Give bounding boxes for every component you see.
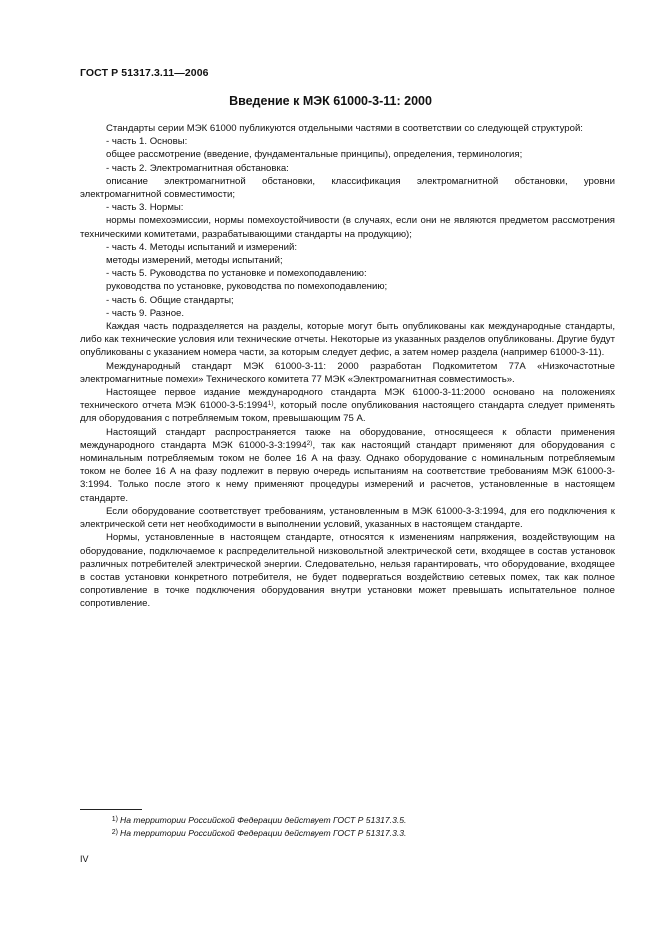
paragraph-text: , который после опубликования настоящего стандарта следует применять для оборудования с потребляемым током, превышающим 75 А. [80,400,615,425]
list-desc-part1: общее рассмотрение (введение, фундаментальные принципы), определения, терминология; [106,149,523,161]
footnote-ref-1: 1) [267,400,274,408]
footnote-ref-2: 2) [306,439,313,447]
paragraph-sections: Каждая часть подразделяется на разделы, которые могут быть опубликованы как международные стандарты, либо как технические условия или технические отчеты. Некоторые из указанных разделов опубликованы. Другие будут опубликованы с указанием номера части, за которым следует дефис, а затем номер раздела (например 61000-3-11). [80,321,615,359]
paragraph-developer: Международный стандарт МЭК 61000-3-11: 2000 разработан Подкомитетом 77А «Низкочастотные электромагнитные помехи» Технического комитета 77 МЭК «Электромагнитная совместимость». [80,360,615,385]
paragraph-text: Настоящий стандарт распространяется также на оборудование, относящееся к области применения международного стандарта МЭК 61000-3-3:1994 [80,426,615,451]
list-desc-part2: описание электромагнитной обстановки, классификация электромагнитной обстановки, уровни электромагнитной совместимости; [80,175,615,201]
footnote-number: 1) [111,816,118,823]
footnote-text: На территории Российской Федерации действует ГОСТ Р 51317.3.5. [120,815,407,825]
paragraph-text: , так как настоящий стандарт применяют для оборудования с номинальным потребляемым током не более 16 А на фазу. Однако оборудование с номинальным потребляемым током не более 16 А на фазу подлежит в первую очередь испытаниям на соответствие требованиям МЭК 61000-3-3:1994. Только после этого к нему применяют процедуры измерений и расчетов, установленные в настоящем стандарте. [80,439,616,504]
list-item-part9: - часть 9. Разное. [106,307,185,319]
footnote-1 [80,815,406,825]
list-item-part2: - часть 2. Электромагнитная обстановка: [106,162,289,174]
list-item-part4: - часть 4. Методы испытаний и измерений: [106,241,298,253]
list-item-part6: - часть 6. Общие стандарты; [106,294,234,306]
footnote-2 [80,828,406,838]
paragraph-compliance: Если оборудование соответствует требованиям, установленным в МЭК 61000-3-3:1994, для его подключения к электрической сети нет необходимости в выполнении условий, указанных в настоящем стандарте. [80,505,615,531]
paragraph-text: Настоящее первое издание международного стандарта МЭК 61000-3-11:2000 основано на положениях технического отчета МЭК 61000-3-5:1994 [80,387,615,412]
list-desc-part3: нормы помехоэмиссии, нормы помехоустойчивости (в случаях, если они не являются предметом рассмотрения техническими комитетами, разрабатывающими стандарты на продукцию); [80,215,615,240]
footnote-text: На территории Российской Федерации действует ГОСТ Р 51317.3.3. [120,828,407,838]
list-item-part1: - часть 1. Основы: [106,136,188,148]
body-text [80,122,615,611]
page-number: IV [80,854,89,864]
paragraph-first-edition [80,386,615,426]
footnote-divider [80,809,142,810]
footnote-number: 2) [111,829,118,836]
list-item-part3: - часть 3. Нормы: [106,202,184,214]
paragraph-intro: Стандарты серии МЭК 61000 публикуются отдельными частями в соответствии со следующей структурой: [106,123,583,134]
paragraph-limits: Нормы, установленные в настоящем стандарте, относятся к изменениям напряжения, воздействующим на оборудование, подключаемое к распределительной низковольтной электрической сети, входящее в состав установок различных потребителей электрической энергии. Следовательно, нельзя гарантировать, что оборудование, входящее в состав установки конкретного потребителя, не будет подвергаться воздействию сетевых помех, так как полное сопротивление в точке подключения оборудования внутри установки может превышать испытательное полное сопротивление. [80,532,615,610]
section-title: Введение к МЭК 61000-3-11: 2000 [229,94,432,108]
list-desc-part4: методы измерений, методы испытаний; [106,255,283,267]
paragraph-scope [80,426,615,505]
list-desc-part5: руководства по установке, руководства по помехоподавлению; [106,281,388,293]
document-code-header: ГОСТ Р 51317.3.11—2006 [80,67,209,79]
list-item-part5: - часть 5. Руководства по установке и помехоподавлению: [106,268,367,280]
